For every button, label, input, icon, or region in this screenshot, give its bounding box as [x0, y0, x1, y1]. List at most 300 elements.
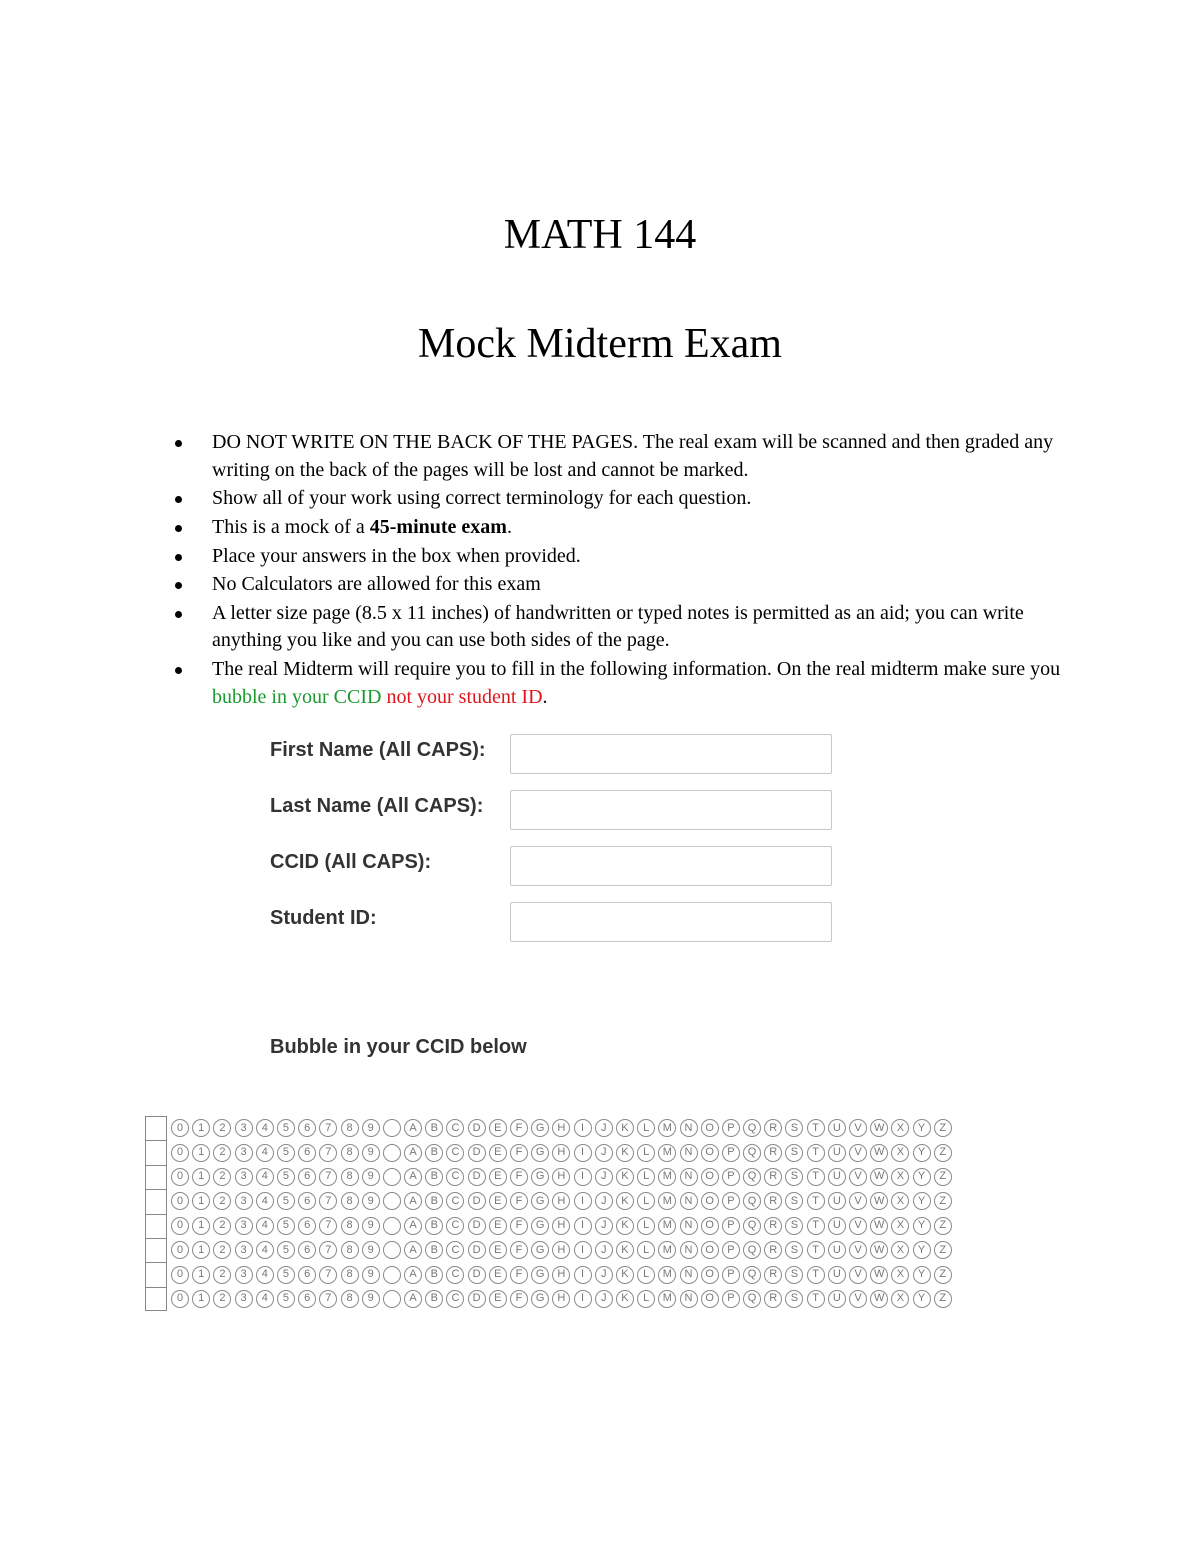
bubble-option[interactable]: 6	[298, 1192, 316, 1210]
bubble-option[interactable]: T	[807, 1144, 825, 1162]
bubble-option[interactable]: T	[807, 1119, 825, 1137]
bubble-option[interactable]: Z	[934, 1290, 952, 1308]
bubble-option[interactable]: J	[595, 1192, 613, 1210]
bubble-option[interactable]: P	[722, 1144, 740, 1162]
bubble-option[interactable]: X	[891, 1168, 909, 1186]
bubble-option[interactable]: 6	[298, 1290, 316, 1308]
bubble-option[interactable]: 8	[341, 1168, 359, 1186]
bubble-option[interactable]: F	[510, 1241, 528, 1259]
bubble-option[interactable]: G	[531, 1241, 549, 1259]
bubble-option[interactable]: D	[468, 1119, 486, 1137]
bubble-option[interactable]: 2	[213, 1241, 231, 1259]
bubble-option[interactable]: G	[531, 1266, 549, 1284]
bubble-option[interactable]: K	[616, 1266, 634, 1284]
bubble-option[interactable]: 3	[235, 1266, 253, 1284]
bubble-option[interactable]: 6	[298, 1217, 316, 1235]
bubble-option[interactable]: Y	[913, 1217, 931, 1235]
bubble-option[interactable]: T	[807, 1266, 825, 1284]
bubble-option[interactable]: N	[680, 1266, 698, 1284]
bubble-option[interactable]: 8	[341, 1266, 359, 1284]
bubble-option[interactable]: A	[404, 1266, 422, 1284]
character-box[interactable]	[145, 1165, 167, 1189]
bubble-option[interactable]: D	[468, 1168, 486, 1186]
bubble-option[interactable]: L	[637, 1266, 655, 1284]
bubble-option[interactable]	[383, 1119, 401, 1137]
bubble-option[interactable]: O	[701, 1119, 719, 1137]
bubble-option[interactable]: O	[701, 1168, 719, 1186]
bubble-option[interactable]: 2	[213, 1144, 231, 1162]
bubble-option[interactable]: G	[531, 1217, 549, 1235]
bubble-option[interactable]: Z	[934, 1144, 952, 1162]
bubble-option[interactable]: 1	[192, 1192, 210, 1210]
bubble-option[interactable]: N	[680, 1290, 698, 1308]
bubble-option[interactable]: E	[489, 1290, 507, 1308]
bubble-option[interactable]: 5	[277, 1192, 295, 1210]
bubble-option[interactable]: 9	[362, 1217, 380, 1235]
bubble-option[interactable]: M	[658, 1192, 676, 1210]
bubble-option[interactable]: N	[680, 1192, 698, 1210]
bubble-option[interactable]: X	[891, 1119, 909, 1137]
bubble-option[interactable]: 6	[298, 1241, 316, 1259]
bubble-option[interactable]: A	[404, 1144, 422, 1162]
bubble-option[interactable]: 7	[319, 1168, 337, 1186]
character-box[interactable]	[145, 1214, 167, 1238]
bubble-option[interactable]: L	[637, 1192, 655, 1210]
bubble-option[interactable]: X	[891, 1144, 909, 1162]
bubble-option[interactable]: H	[552, 1119, 570, 1137]
bubble-option[interactable]: T	[807, 1241, 825, 1259]
bubble-option[interactable]: O	[701, 1266, 719, 1284]
bubble-option[interactable]: U	[828, 1144, 846, 1162]
bubble-option[interactable]: U	[828, 1290, 846, 1308]
bubble-option[interactable]: X	[891, 1290, 909, 1308]
bubble-option[interactable]: P	[722, 1217, 740, 1235]
bubble-option[interactable]: 4	[256, 1290, 274, 1308]
bubble-option[interactable]: D	[468, 1144, 486, 1162]
bubble-option[interactable]: 0	[171, 1144, 189, 1162]
bubble-option[interactable]: L	[637, 1217, 655, 1235]
bubble-option[interactable]: K	[616, 1168, 634, 1186]
bubble-option[interactable]: 9	[362, 1290, 380, 1308]
bubble-option[interactable]: 9	[362, 1266, 380, 1284]
bubble-option[interactable]: L	[637, 1119, 655, 1137]
bubble-option[interactable]: R	[764, 1192, 782, 1210]
bubble-option[interactable]: S	[785, 1217, 803, 1235]
bubble-option[interactable]: 0	[171, 1290, 189, 1308]
bubble-option[interactable]: W	[870, 1290, 888, 1308]
bubble-option[interactable]: V	[849, 1290, 867, 1308]
bubble-option[interactable]: G	[531, 1119, 549, 1137]
bubble-option[interactable]: 0	[171, 1192, 189, 1210]
bubble-option[interactable]: X	[891, 1192, 909, 1210]
bubble-option[interactable]: W	[870, 1119, 888, 1137]
bubble-option[interactable]: E	[489, 1241, 507, 1259]
bubble-option[interactable]: T	[807, 1168, 825, 1186]
bubble-option[interactable]: 8	[341, 1119, 359, 1137]
bubble-option[interactable]: E	[489, 1192, 507, 1210]
bubble-option[interactable]: 2	[213, 1168, 231, 1186]
bubble-option[interactable]: O	[701, 1290, 719, 1308]
bubble-option[interactable]: U	[828, 1168, 846, 1186]
bubble-option[interactable]	[383, 1217, 401, 1235]
bubble-option[interactable]: M	[658, 1241, 676, 1259]
bubble-option[interactable]: R	[764, 1290, 782, 1308]
bubble-option[interactable]: Q	[743, 1168, 761, 1186]
last-name-field[interactable]	[510, 790, 832, 830]
bubble-option[interactable]	[383, 1168, 401, 1186]
bubble-option[interactable]: P	[722, 1266, 740, 1284]
bubble-option[interactable]: 5	[277, 1290, 295, 1308]
character-box[interactable]	[145, 1189, 167, 1213]
bubble-option[interactable]: U	[828, 1192, 846, 1210]
bubble-option[interactable]: 9	[362, 1192, 380, 1210]
bubble-option[interactable]: 9	[362, 1241, 380, 1259]
bubble-option[interactable]: Y	[913, 1192, 931, 1210]
bubble-option[interactable]: S	[785, 1119, 803, 1137]
bubble-option[interactable]: 2	[213, 1290, 231, 1308]
bubble-option[interactable]: E	[489, 1266, 507, 1284]
bubble-option[interactable]: S	[785, 1144, 803, 1162]
bubble-option[interactable]: H	[552, 1266, 570, 1284]
bubble-option[interactable]: H	[552, 1241, 570, 1259]
bubble-option[interactable]: F	[510, 1217, 528, 1235]
bubble-option[interactable]: H	[552, 1144, 570, 1162]
bubble-option[interactable]: N	[680, 1217, 698, 1235]
bubble-option[interactable]: V	[849, 1241, 867, 1259]
bubble-option[interactable]: N	[680, 1144, 698, 1162]
bubble-option[interactable]: Q	[743, 1217, 761, 1235]
bubble-option[interactable]: Y	[913, 1290, 931, 1308]
bubble-option[interactable]: H	[552, 1192, 570, 1210]
bubble-option[interactable]: G	[531, 1144, 549, 1162]
bubble-option[interactable]: S	[785, 1168, 803, 1186]
bubble-option[interactable]: D	[468, 1290, 486, 1308]
bubble-option[interactable]: Z	[934, 1168, 952, 1186]
bubble-option[interactable]: K	[616, 1290, 634, 1308]
bubble-option[interactable]: 7	[319, 1192, 337, 1210]
bubble-option[interactable]: C	[446, 1168, 464, 1186]
bubble-option[interactable]: E	[489, 1217, 507, 1235]
bubble-option[interactable]: 7	[319, 1241, 337, 1259]
bubble-option[interactable]: J	[595, 1266, 613, 1284]
bubble-option[interactable]: O	[701, 1144, 719, 1162]
bubble-option[interactable]: Q	[743, 1241, 761, 1259]
bubble-option[interactable]: W	[870, 1241, 888, 1259]
bubble-option[interactable]: 0	[171, 1168, 189, 1186]
bubble-option[interactable]: L	[637, 1144, 655, 1162]
bubble-option[interactable]: Q	[743, 1144, 761, 1162]
bubble-option[interactable]: F	[510, 1192, 528, 1210]
bubble-option[interactable]: U	[828, 1119, 846, 1137]
bubble-option[interactable]	[383, 1144, 401, 1162]
bubble-option[interactable]: 3	[235, 1217, 253, 1235]
bubble-option[interactable]: D	[468, 1266, 486, 1284]
bubble-option[interactable]: 4	[256, 1217, 274, 1235]
bubble-option[interactable]: V	[849, 1217, 867, 1235]
bubble-option[interactable]: N	[680, 1241, 698, 1259]
bubble-option[interactable]: 5	[277, 1119, 295, 1137]
bubble-option[interactable]: R	[764, 1217, 782, 1235]
bubble-option[interactable]: 4	[256, 1144, 274, 1162]
bubble-option[interactable]: K	[616, 1241, 634, 1259]
bubble-option[interactable]: V	[849, 1144, 867, 1162]
bubble-option[interactable]: P	[722, 1290, 740, 1308]
bubble-option[interactable]: Z	[934, 1119, 952, 1137]
bubble-option[interactable]: H	[552, 1290, 570, 1308]
character-box[interactable]	[145, 1238, 167, 1262]
bubble-option[interactable]: T	[807, 1290, 825, 1308]
bubble-option[interactable]: 1	[192, 1217, 210, 1235]
bubble-option[interactable]: 2	[213, 1192, 231, 1210]
bubble-option[interactable]: J	[595, 1241, 613, 1259]
bubble-option[interactable]: I	[574, 1168, 592, 1186]
bubble-option[interactable]: X	[891, 1266, 909, 1284]
bubble-option[interactable]: K	[616, 1217, 634, 1235]
bubble-option[interactable]: 0	[171, 1119, 189, 1137]
bubble-option[interactable]: G	[531, 1168, 549, 1186]
bubble-option[interactable]: 8	[341, 1241, 359, 1259]
bubble-option[interactable]: J	[595, 1168, 613, 1186]
bubble-option[interactable]: T	[807, 1217, 825, 1235]
bubble-option[interactable]: M	[658, 1217, 676, 1235]
bubble-option[interactable]: V	[849, 1192, 867, 1210]
bubble-option[interactable]: C	[446, 1144, 464, 1162]
bubble-option[interactable]: C	[446, 1119, 464, 1137]
bubble-option[interactable]: A	[404, 1217, 422, 1235]
bubble-option[interactable]: M	[658, 1290, 676, 1308]
bubble-option[interactable]: J	[595, 1217, 613, 1235]
bubble-option[interactable]: B	[425, 1266, 443, 1284]
bubble-option[interactable]: 5	[277, 1168, 295, 1186]
bubble-option[interactable]: Q	[743, 1119, 761, 1137]
bubble-option[interactable]: R	[764, 1168, 782, 1186]
bubble-option[interactable]: 1	[192, 1266, 210, 1284]
bubble-option[interactable]: L	[637, 1241, 655, 1259]
bubble-option[interactable]: W	[870, 1144, 888, 1162]
bubble-option[interactable]: F	[510, 1266, 528, 1284]
bubble-option[interactable]: U	[828, 1217, 846, 1235]
bubble-option[interactable]: Q	[743, 1266, 761, 1284]
ccid-field[interactable]	[510, 846, 832, 886]
bubble-option[interactable]: O	[701, 1241, 719, 1259]
bubble-option[interactable]: M	[658, 1266, 676, 1284]
bubble-option[interactable]: T	[807, 1192, 825, 1210]
bubble-option[interactable]: C	[446, 1266, 464, 1284]
bubble-option[interactable]: F	[510, 1119, 528, 1137]
bubble-option[interactable]: C	[446, 1217, 464, 1235]
bubble-option[interactable]: 4	[256, 1192, 274, 1210]
bubble-option[interactable]: 7	[319, 1144, 337, 1162]
bubble-option[interactable]: 6	[298, 1168, 316, 1186]
bubble-option[interactable]: P	[722, 1119, 740, 1137]
bubble-option[interactable]: 4	[256, 1168, 274, 1186]
bubble-option[interactable]: D	[468, 1217, 486, 1235]
first-name-field[interactable]	[510, 734, 832, 774]
character-box[interactable]	[145, 1262, 167, 1286]
bubble-option[interactable]: 8	[341, 1290, 359, 1308]
bubble-option[interactable]: 7	[319, 1290, 337, 1308]
bubble-option[interactable]: H	[552, 1168, 570, 1186]
bubble-option[interactable]: W	[870, 1266, 888, 1284]
bubble-option[interactable]: 2	[213, 1217, 231, 1235]
bubble-option[interactable]: 0	[171, 1241, 189, 1259]
bubble-option[interactable]: 7	[319, 1266, 337, 1284]
bubble-option[interactable]: Z	[934, 1241, 952, 1259]
bubble-option[interactable]: J	[595, 1290, 613, 1308]
bubble-option[interactable]: U	[828, 1241, 846, 1259]
bubble-option[interactable]	[383, 1192, 401, 1210]
bubble-option[interactable]: Q	[743, 1290, 761, 1308]
bubble-option[interactable]	[383, 1241, 401, 1259]
bubble-option[interactable]: Z	[934, 1266, 952, 1284]
bubble-option[interactable]: J	[595, 1119, 613, 1137]
bubble-option[interactable]: 8	[341, 1217, 359, 1235]
bubble-option[interactable]: I	[574, 1290, 592, 1308]
bubble-option[interactable]: 9	[362, 1119, 380, 1137]
bubble-option[interactable]: M	[658, 1119, 676, 1137]
bubble-option[interactable]: M	[658, 1168, 676, 1186]
bubble-option[interactable]: S	[785, 1290, 803, 1308]
character-box[interactable]	[145, 1116, 167, 1140]
bubble-option[interactable]: 8	[341, 1144, 359, 1162]
bubble-option[interactable]: Z	[934, 1192, 952, 1210]
bubble-option[interactable]: N	[680, 1119, 698, 1137]
bubble-option[interactable]: I	[574, 1192, 592, 1210]
bubble-option[interactable]: 4	[256, 1266, 274, 1284]
bubble-option[interactable]: Z	[934, 1217, 952, 1235]
bubble-option[interactable]: L	[637, 1290, 655, 1308]
bubble-option[interactable]: 1	[192, 1290, 210, 1308]
bubble-option[interactable]: 4	[256, 1119, 274, 1137]
bubble-option[interactable]: 1	[192, 1241, 210, 1259]
bubble-option[interactable]: C	[446, 1290, 464, 1308]
bubble-option[interactable]: B	[425, 1217, 443, 1235]
bubble-option[interactable]: 2	[213, 1119, 231, 1137]
bubble-option[interactable]: V	[849, 1119, 867, 1137]
bubble-option[interactable]: P	[722, 1192, 740, 1210]
bubble-option[interactable]: H	[552, 1217, 570, 1235]
bubble-option[interactable]: X	[891, 1241, 909, 1259]
bubble-option[interactable]	[383, 1290, 401, 1308]
bubble-option[interactable]: 3	[235, 1119, 253, 1137]
bubble-option[interactable]: I	[574, 1217, 592, 1235]
bubble-option[interactable]: R	[764, 1119, 782, 1137]
bubble-option[interactable]: 3	[235, 1192, 253, 1210]
bubble-option[interactable]: I	[574, 1241, 592, 1259]
bubble-option[interactable]: Y	[913, 1241, 931, 1259]
bubble-option[interactable]: B	[425, 1144, 443, 1162]
bubble-option[interactable]: 3	[235, 1241, 253, 1259]
bubble-option[interactable]: 5	[277, 1217, 295, 1235]
bubble-option[interactable]: Y	[913, 1168, 931, 1186]
bubble-option[interactable]: 1	[192, 1144, 210, 1162]
bubble-option[interactable]: 7	[319, 1119, 337, 1137]
bubble-option[interactable]: N	[680, 1168, 698, 1186]
bubble-option[interactable]: 0	[171, 1266, 189, 1284]
bubble-option[interactable]: 3	[235, 1290, 253, 1308]
bubble-option[interactable]: Q	[743, 1192, 761, 1210]
bubble-option[interactable]: R	[764, 1144, 782, 1162]
bubble-option[interactable]: 5	[277, 1144, 295, 1162]
bubble-option[interactable]: S	[785, 1266, 803, 1284]
character-box[interactable]	[145, 1140, 167, 1164]
bubble-option[interactable]: 6	[298, 1119, 316, 1137]
bubble-option[interactable]: P	[722, 1168, 740, 1186]
bubble-option[interactable]: W	[870, 1168, 888, 1186]
bubble-option[interactable]: 9	[362, 1168, 380, 1186]
bubble-option[interactable]: 7	[319, 1217, 337, 1235]
bubble-option[interactable]: B	[425, 1119, 443, 1137]
bubble-option[interactable]: 8	[341, 1192, 359, 1210]
bubble-option[interactable]: 6	[298, 1144, 316, 1162]
bubble-option[interactable]: E	[489, 1144, 507, 1162]
bubble-option[interactable]: B	[425, 1168, 443, 1186]
bubble-option[interactable]: I	[574, 1119, 592, 1137]
bubble-option[interactable]: 0	[171, 1217, 189, 1235]
character-box[interactable]	[145, 1287, 167, 1311]
bubble-option[interactable]: O	[701, 1192, 719, 1210]
bubble-option[interactable]: G	[531, 1192, 549, 1210]
bubble-option[interactable]: A	[404, 1119, 422, 1137]
bubble-option[interactable]: F	[510, 1144, 528, 1162]
bubble-option[interactable]	[383, 1266, 401, 1284]
bubble-option[interactable]: D	[468, 1192, 486, 1210]
bubble-option[interactable]: L	[637, 1168, 655, 1186]
bubble-option[interactable]: B	[425, 1290, 443, 1308]
bubble-option[interactable]: U	[828, 1266, 846, 1284]
bubble-option[interactable]: C	[446, 1241, 464, 1259]
bubble-option[interactable]: B	[425, 1241, 443, 1259]
bubble-option[interactable]: K	[616, 1119, 634, 1137]
bubble-option[interactable]: R	[764, 1266, 782, 1284]
bubble-option[interactable]: 3	[235, 1144, 253, 1162]
bubble-option[interactable]: X	[891, 1217, 909, 1235]
student-id-field[interactable]	[510, 902, 832, 942]
bubble-option[interactable]: 5	[277, 1241, 295, 1259]
bubble-option[interactable]: I	[574, 1266, 592, 1284]
bubble-option[interactable]: 1	[192, 1119, 210, 1137]
bubble-option[interactable]: O	[701, 1217, 719, 1235]
bubble-option[interactable]: 5	[277, 1266, 295, 1284]
bubble-option[interactable]: P	[722, 1241, 740, 1259]
bubble-option[interactable]: 1	[192, 1168, 210, 1186]
bubble-option[interactable]: I	[574, 1144, 592, 1162]
bubble-option[interactable]: Y	[913, 1144, 931, 1162]
bubble-option[interactable]: F	[510, 1290, 528, 1308]
bubble-option[interactable]: V	[849, 1168, 867, 1186]
bubble-option[interactable]: R	[764, 1241, 782, 1259]
bubble-option[interactable]: S	[785, 1241, 803, 1259]
bubble-option[interactable]: V	[849, 1266, 867, 1284]
bubble-option[interactable]: W	[870, 1217, 888, 1235]
bubble-option[interactable]: A	[404, 1241, 422, 1259]
bubble-option[interactable]: G	[531, 1290, 549, 1308]
bubble-option[interactable]: D	[468, 1241, 486, 1259]
bubble-option[interactable]: E	[489, 1119, 507, 1137]
bubble-option[interactable]: B	[425, 1192, 443, 1210]
bubble-option[interactable]: S	[785, 1192, 803, 1210]
bubble-option[interactable]: A	[404, 1192, 422, 1210]
bubble-option[interactable]: 6	[298, 1266, 316, 1284]
bubble-option[interactable]: Y	[913, 1266, 931, 1284]
bubble-option[interactable]: C	[446, 1192, 464, 1210]
bubble-option[interactable]: K	[616, 1144, 634, 1162]
bubble-option[interactable]: 9	[362, 1144, 380, 1162]
bubble-option[interactable]: J	[595, 1144, 613, 1162]
bubble-option[interactable]: F	[510, 1168, 528, 1186]
bubble-option[interactable]: M	[658, 1144, 676, 1162]
bubble-option[interactable]: E	[489, 1168, 507, 1186]
